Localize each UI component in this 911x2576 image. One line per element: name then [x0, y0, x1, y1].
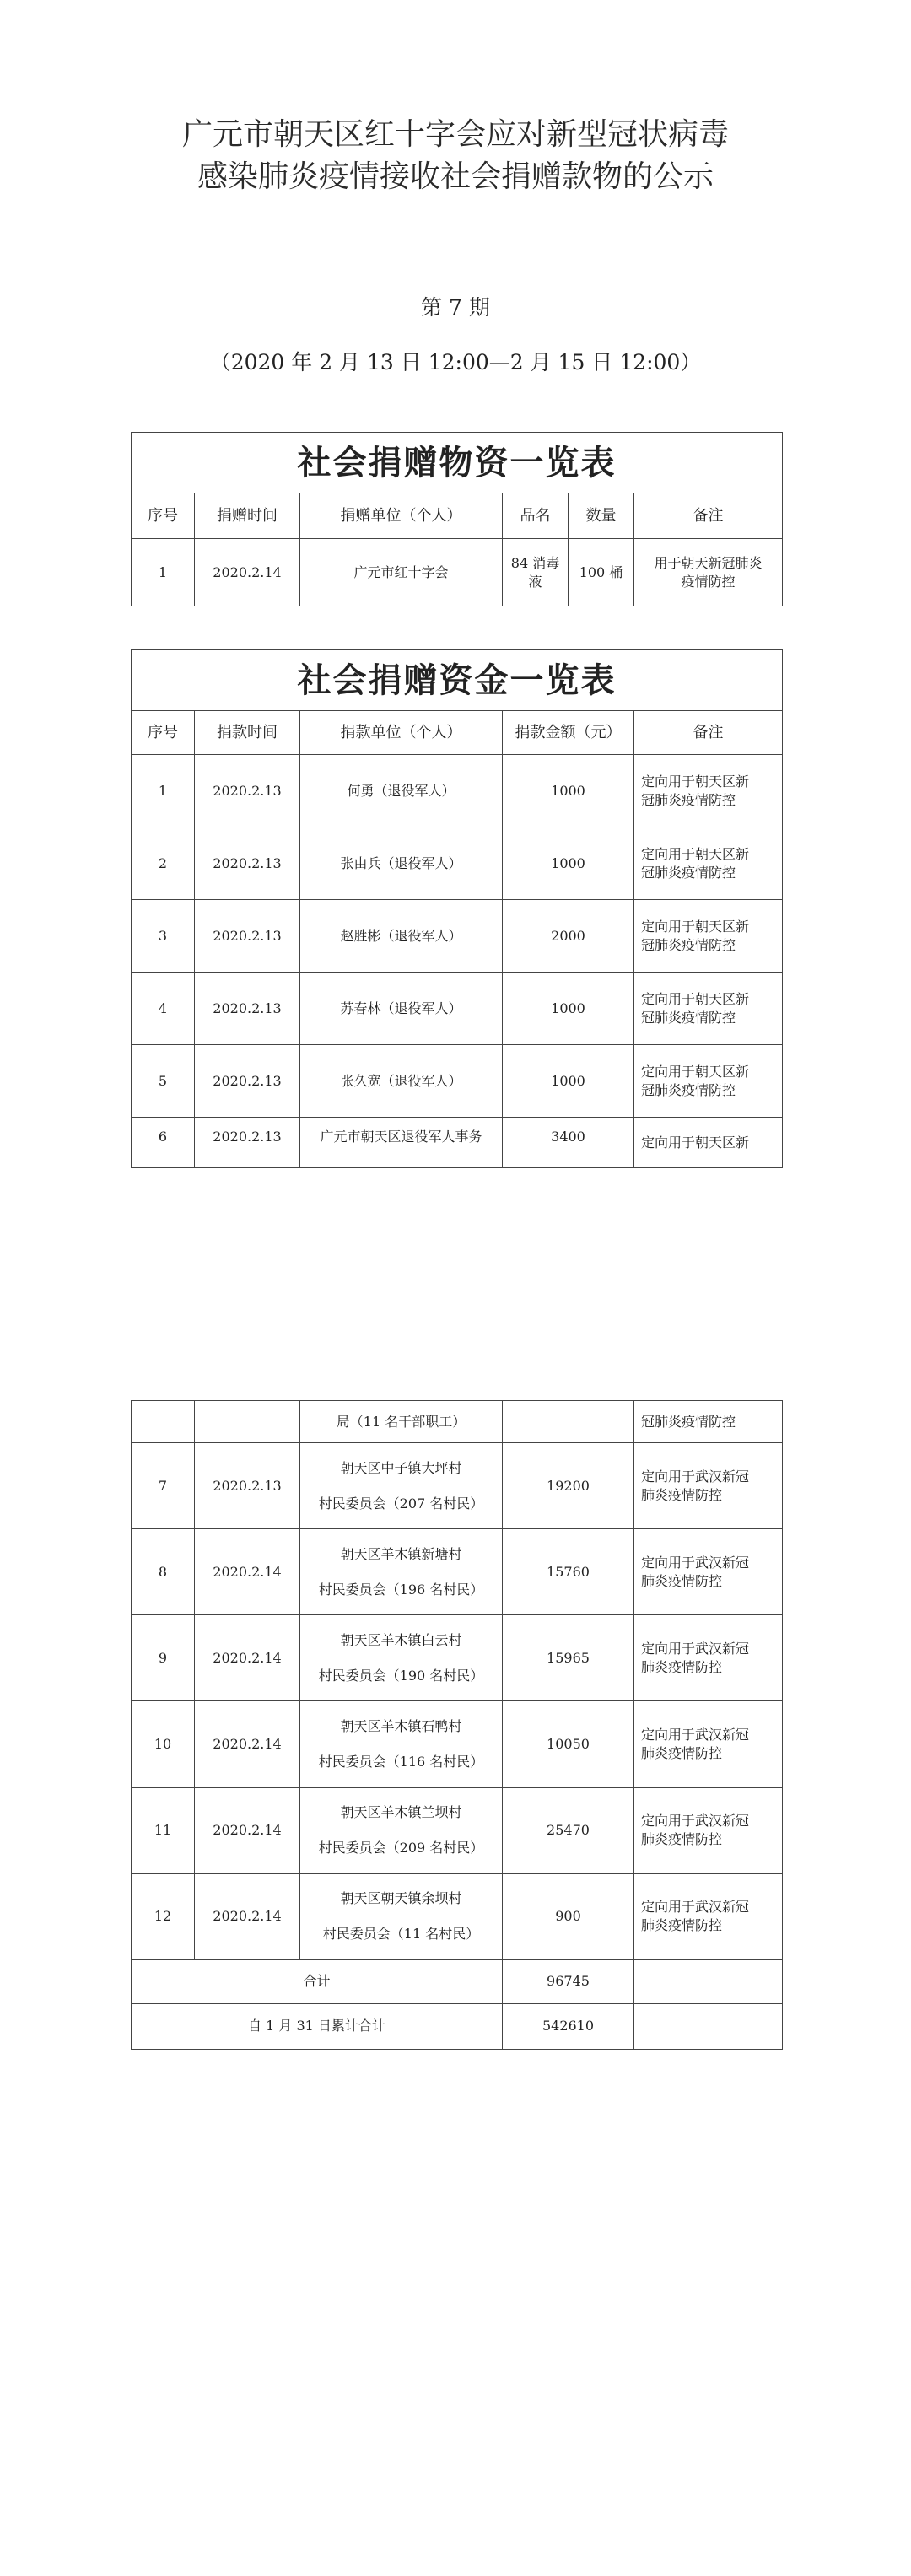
- cell-no: 11: [132, 1787, 195, 1873]
- note-line-1: 定向用于武汉新冠: [641, 1640, 750, 1657]
- cell-amount: 1000: [503, 1045, 634, 1118]
- cell-date: 2020.2.13: [195, 900, 300, 973]
- cell-note: 冠肺炎疫情防控: [634, 1401, 783, 1443]
- cell-note: [634, 1529, 783, 1615]
- cell-note: [634, 755, 783, 827]
- note-line-1: 定向用于武汉新冠: [641, 1727, 750, 1743]
- cell-date: 2020.2.13: [195, 755, 300, 827]
- goods-donation-table: [131, 432, 783, 606]
- cell-amount: 25470: [503, 1787, 634, 1873]
- header-note: 备注: [634, 711, 783, 755]
- cell-date: 2020.2.13: [195, 1443, 300, 1529]
- note-line-2: 冠肺炎疫情防控: [641, 864, 736, 881]
- note-line-1: 定向用于武汉新冠: [641, 1554, 750, 1571]
- table-row: [132, 1873, 783, 1959]
- cell-date: 2020.2.14: [195, 1701, 300, 1787]
- cell-quantity: 100 桶: [569, 539, 634, 606]
- header-quantity: 数量: [569, 493, 634, 539]
- cell-no: 3: [132, 900, 195, 973]
- header-no: 序号: [132, 493, 195, 539]
- note-line-1: 定向用于武汉新冠: [641, 1899, 750, 1916]
- cell-donor: [300, 1701, 503, 1787]
- donor-line-1: 朝天区羊木镇兰坝村: [340, 1804, 462, 1821]
- funds-donation-table-continued: [131, 1400, 783, 2050]
- goods-header-row: [132, 493, 783, 539]
- cell-note: 定向用于朝天区新: [634, 1118, 783, 1168]
- table-row: [132, 1045, 783, 1118]
- note-line-2: 冠肺炎疫情防控: [641, 1009, 736, 1026]
- cell-no: 7: [132, 1443, 195, 1529]
- note-line-1: 定向用于朝天区新: [641, 990, 750, 1007]
- cell-note: [634, 1045, 783, 1118]
- cell-amount: 1000: [503, 973, 634, 1045]
- table-row: [132, 1615, 783, 1701]
- cell-date: 2020.2.13: [195, 827, 300, 900]
- cell-date: 2020.2.14: [195, 1529, 300, 1615]
- note-line-1: 用于朝天新冠肺炎: [654, 554, 763, 571]
- cell-donor: [300, 1529, 503, 1615]
- funds-donation-table: [131, 649, 783, 1168]
- cell-donor: [300, 1443, 503, 1529]
- note-line-1: 定向用于朝天区新: [641, 773, 750, 790]
- header-donor: 捐赠单位（个人）: [300, 493, 503, 539]
- donor-line-2: 村民委员会（209 名村民）: [318, 1840, 484, 1857]
- item-line-1: 84 消毒: [510, 554, 560, 571]
- note-line-2: 冠肺炎疫情防控: [641, 936, 736, 953]
- cell-donor: 广元市红十字会: [300, 539, 503, 606]
- donor-line-1: 朝天区中子镇大坪村: [340, 1459, 462, 1476]
- cell-no: 9: [132, 1615, 195, 1701]
- cell-donor: [300, 1787, 503, 1873]
- donor-line-1: 朝天区羊木镇白云村: [340, 1631, 462, 1648]
- note-line-1: 定向用于朝天区新: [641, 1063, 750, 1080]
- cell-no: 6: [132, 1118, 195, 1168]
- note-line-2: 冠肺炎疫情防控: [641, 791, 736, 808]
- note-line-2: 肺炎疫情防控: [641, 1572, 723, 1589]
- header-item: 品名: [503, 493, 569, 539]
- item-line-2: 液: [528, 573, 542, 590]
- cell-date: 2020.2.13: [195, 1045, 300, 1118]
- cell-donor: 广元市朝天区退役军人事务: [300, 1118, 503, 1168]
- cell-date: 2020.2.13: [195, 1118, 300, 1168]
- note-line-2: 肺炎疫情防控: [641, 1745, 723, 1761]
- cell-donor: [300, 1615, 503, 1701]
- cell-no: 12: [132, 1873, 195, 1959]
- document-title-line-1: 广元市朝天区红十字会应对新型冠状病毒: [181, 117, 729, 152]
- total-value: 96745: [503, 1959, 634, 2003]
- cell-no: 5: [132, 1045, 195, 1118]
- table-row: [132, 1118, 783, 1168]
- cell-note: [634, 973, 783, 1045]
- goods-table-caption: 社会捐赠物资一览表: [132, 433, 783, 493]
- header-no: 序号: [132, 711, 195, 755]
- header-date: 捐赠时间: [195, 493, 300, 539]
- donor-line-2: 村民委员会（11 名村民）: [322, 1926, 480, 1943]
- cell-item: [503, 539, 569, 606]
- cumulative-label: 自 1 月 31 日累计合计: [132, 2003, 503, 2049]
- cell-amount: [503, 1401, 634, 1443]
- cell-note: [634, 1787, 783, 1873]
- header-donor: 捐款单位（个人）: [300, 711, 503, 755]
- table-row: [132, 1443, 783, 1529]
- cell-note: [634, 1701, 783, 1787]
- cell-amount: 10050: [503, 1701, 634, 1787]
- cell-note: [634, 1959, 783, 2003]
- cell-date: 2020.2.13: [195, 973, 300, 1045]
- cell-amount: 1000: [503, 827, 634, 900]
- cell-donor: 赵胜彬（退役军人）: [300, 900, 503, 973]
- note-line-2: 肺炎疫情防控: [641, 1486, 723, 1503]
- table-row: [132, 1401, 783, 1443]
- cell-donor: 局（11 名干部职工）: [300, 1401, 503, 1443]
- cell-note: [634, 1615, 783, 1701]
- cell-amount: 15965: [503, 1615, 634, 1701]
- cell-donor: [300, 1873, 503, 1959]
- cell-donor: 苏春林（退役军人）: [300, 973, 503, 1045]
- cell-note: [634, 900, 783, 973]
- cell-amount: 1000: [503, 755, 634, 827]
- note-line-2: 肺炎疫情防控: [641, 1917, 723, 1934]
- cell-no: 1: [132, 755, 195, 827]
- header-date: 捐款时间: [195, 711, 300, 755]
- table-row: [132, 539, 783, 606]
- total-label: 合计: [132, 1959, 503, 2003]
- header-note: 备注: [634, 493, 783, 539]
- header-amount: 捐款金额（元）: [503, 711, 634, 755]
- note-line-2: 冠肺炎疫情防控: [641, 1081, 736, 1098]
- cell-amount: 19200: [503, 1443, 634, 1529]
- cell-date: 2020.2.14: [195, 1873, 300, 1959]
- note-line-1: 定向用于朝天区新: [641, 845, 750, 862]
- cell-date: 2020.2.14: [195, 1787, 300, 1873]
- cell-date: [195, 1401, 300, 1443]
- table-row: [132, 1787, 783, 1873]
- note-line-2: 肺炎疫情防控: [641, 1831, 723, 1848]
- cell-note: [634, 1443, 783, 1529]
- cell-donor: 张由兵（退役军人）: [300, 827, 503, 900]
- table-row: [132, 827, 783, 900]
- note-line-1: 定向用于武汉新冠: [641, 1813, 750, 1830]
- issue-number: 第 7 期: [421, 295, 490, 320]
- table-row: [132, 1701, 783, 1787]
- cell-note: [634, 539, 783, 606]
- cell-no: 4: [132, 973, 195, 1045]
- donor-line-2: 村民委员会（207 名村民）: [318, 1495, 484, 1512]
- donor-line-2: 村民委员会（196 名村民）: [318, 1581, 484, 1598]
- cell-date: 2020.2.14: [195, 539, 300, 606]
- donor-line-1: 朝天区羊木镇石鸭村: [340, 1718, 462, 1734]
- cell-donor: 何勇（退役军人）: [300, 755, 503, 827]
- table-row: [132, 973, 783, 1045]
- cell-note: [634, 827, 783, 900]
- document-title-line-2: 感染肺炎疫情接收社会捐赠款物的公示: [197, 159, 714, 194]
- cell-amount: 900: [503, 1873, 634, 1959]
- note-line-2: 疫情防控: [681, 573, 736, 590]
- cell-note: [634, 1873, 783, 1959]
- donor-line-1: 朝天区羊木镇新塘村: [340, 1545, 462, 1562]
- note-line-1: 定向用于武汉新冠: [641, 1468, 750, 1485]
- cell-no: 8: [132, 1529, 195, 1615]
- cell-no: 1: [132, 539, 195, 606]
- funds-header-row: [132, 711, 783, 755]
- cumulative-value: 542610: [503, 2003, 634, 2049]
- table-row: [132, 1529, 783, 1615]
- cell-amount: 3400: [503, 1118, 634, 1168]
- cell-date: 2020.2.14: [195, 1615, 300, 1701]
- donor-line-2: 村民委员会（190 名村民）: [318, 1667, 484, 1684]
- funds-table-caption: 社会捐赠资金一览表: [132, 650, 783, 711]
- reporting-period: （2020 年 2 月 13 日 12:00—2 月 15 日 12:00）: [209, 350, 702, 375]
- donor-line-2: 村民委员会（116 名村民）: [318, 1754, 484, 1770]
- donor-line-1: 朝天区朝天镇余坝村: [340, 1890, 462, 1907]
- note-line-2: 肺炎疫情防控: [641, 1658, 723, 1675]
- cell-amount: 2000: [503, 900, 634, 973]
- cell-amount: 15760: [503, 1529, 634, 1615]
- cumulative-total-row: [132, 2003, 783, 2049]
- cell-donor: 张久宽（退役军人）: [300, 1045, 503, 1118]
- note-line-1: 定向用于朝天区新: [641, 918, 750, 935]
- table-row: [132, 755, 783, 827]
- table-row: [132, 900, 783, 973]
- cell-note: [634, 2003, 783, 2049]
- total-row: [132, 1959, 783, 2003]
- cell-no: 2: [132, 827, 195, 900]
- cell-no: 10: [132, 1701, 195, 1787]
- cell-no: [132, 1401, 195, 1443]
